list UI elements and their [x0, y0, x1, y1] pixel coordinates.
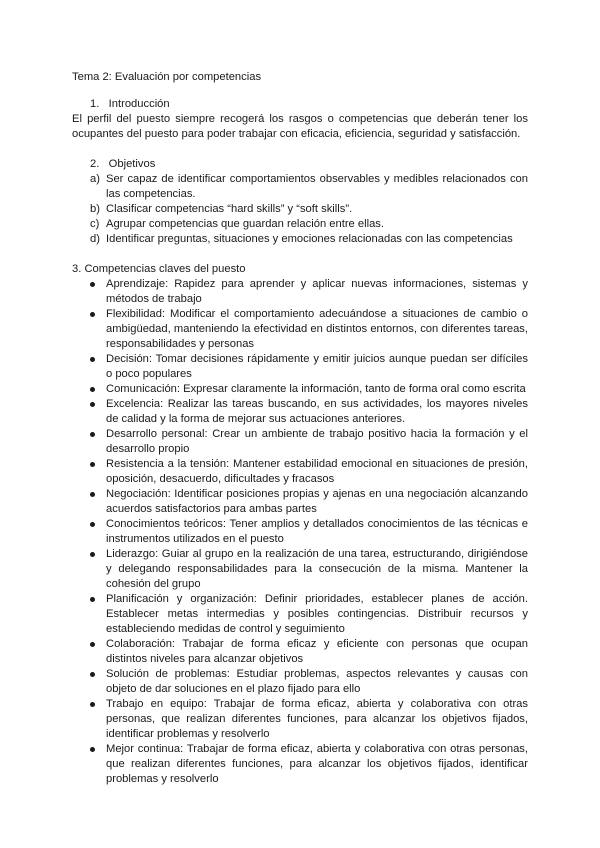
competency-item	[72, 592, 528, 637]
bullet-icon	[90, 642, 95, 647]
section-number: 1.	[90, 98, 100, 110]
objective-item	[72, 172, 528, 202]
objective-text: Ser capaz de identificar comportamientos observables y medibles relacionados con las competencias.	[106, 173, 528, 200]
competency-text: Flexibilidad: Modificar el comportamiento adecuándose a situaciones de cambio o ambigüedad, manteniendo la efectividad en distintos entornos, con diferentes tareas, responsabilidades y personas	[106, 308, 528, 350]
competency-item	[72, 667, 528, 697]
section-heading-introduccion	[72, 97, 528, 112]
section-heading-competencias: 3. Competencias claves del puesto	[72, 263, 246, 275]
section-title: Objetivos	[108, 158, 156, 170]
section-number: 2.	[90, 158, 100, 170]
objective-item	[72, 202, 528, 217]
competency-text: Colaboración: Trabajar de forma eficaz y eficiente con personas que ocupan distintos niveles para alcanzar objetivos	[106, 638, 528, 665]
intro-paragraph: El perfil del puesto siempre recogerá los rasgos o competencias que deberán tener los ocupantes del puesto para poder trabajar con eficacia, eficiencia, seguridad y satisfacción.	[72, 113, 528, 140]
competency-item	[72, 742, 528, 787]
objectives-list	[72, 172, 528, 247]
bullet-icon	[90, 492, 95, 497]
document-title: Tema 2: Evaluación por competencias	[72, 71, 262, 83]
section-title: Introducción	[108, 98, 170, 110]
competency-text: Aprendizaje: Rapidez para aprender y aplicar nuevas informaciones, sistemas y métodos de trabajo	[106, 278, 528, 305]
bullet-icon	[90, 282, 95, 287]
objective-marker: c)	[90, 218, 100, 230]
competency-text: Resistencia a la tensión: Mantener estabilidad emocional en situaciones de presión, oposición, desacuerdo, dificultades y fracasos	[106, 458, 528, 485]
objective-marker: b)	[90, 203, 100, 215]
objective-text: Clasificar competencias “hard skills” y “soft skills”.	[106, 203, 353, 215]
objective-item	[72, 232, 528, 247]
competencies-list	[72, 277, 528, 787]
competency-text: Excelencia: Realizar las tareas buscando, en sus actividades, los mayores niveles de calidad y la forma de mejorar sus actuaciones anteriores.	[106, 398, 528, 425]
objective-marker: d)	[90, 233, 100, 245]
competency-item	[72, 307, 528, 352]
competency-item	[72, 517, 528, 547]
competency-text: Negociación: Identificar posiciones propias y ajenas en una negociación alcanzando acuerdos satisfactorios para ambas partes	[106, 488, 528, 515]
objective-marker: a)	[90, 173, 100, 185]
bullet-icon	[90, 672, 95, 677]
bullet-icon	[90, 312, 95, 317]
competency-item	[72, 487, 528, 517]
competency-item	[72, 277, 528, 307]
bullet-icon	[90, 402, 95, 407]
competency-item	[72, 547, 528, 592]
bullet-icon	[90, 462, 95, 467]
bullet-icon	[90, 522, 95, 527]
competency-item	[72, 457, 528, 487]
competency-text: Liderazgo: Guiar al grupo en la realización de una tarea, estructurando, dirigiéndose y delegando responsabilidades para la consecución de la misma. Mantener la cohesión del grupo	[106, 548, 528, 590]
competency-text: Desarrollo personal: Crear un ambiente de trabajo positivo hacia la formación y el desarrollo propio	[106, 428, 528, 455]
bullet-icon	[90, 552, 95, 557]
bullet-icon	[90, 432, 95, 437]
competency-item	[72, 382, 528, 397]
competency-text: Trabajo en equipo: Trabajar de forma eficaz, abierta y colaborativa con otras personas, que realizan diferentes funciones, para alcanzar los objetivos fijados, identificar problemas y resolverlo	[106, 698, 528, 740]
objective-text: Agrupar competencias que guardan relación entre ellas.	[106, 218, 384, 230]
competency-item	[72, 397, 528, 427]
competency-item	[72, 427, 528, 457]
objective-text: Identificar preguntas, situaciones y emociones relacionadas con las competencias	[106, 233, 513, 245]
competency-text: Solución de problemas: Estudiar problemas, aspectos relevantes y causas con objeto de dar soluciones en el plazo fijado para ello	[106, 668, 528, 695]
bullet-icon	[90, 357, 95, 362]
section-heading-objetivos	[72, 157, 528, 172]
competency-text: Conocimientos teóricos: Tener amplios y detallados conocimientos de las técnicas e instrumentos utilizados en el puesto	[106, 518, 528, 545]
bullet-icon	[90, 747, 95, 752]
competency-item	[72, 637, 528, 667]
competency-item	[72, 697, 528, 742]
bullet-icon	[90, 597, 95, 602]
competency-text: Planificación y organización: Definir prioridades, establecer planes de acción. Establecer metas intermedias y posibles contingencias. Distribuir recursos y estableciendo medidas de control y seguimiento	[106, 593, 528, 635]
competency-text: Mejor continua: Trabajar de forma eficaz, abierta y colaborativa con otras personas, que realizan diferentes funciones, para alcanzar los objetivos fijados, identificar problemas y resolverlo	[106, 743, 528, 785]
bullet-icon	[90, 387, 95, 392]
objective-item	[72, 217, 528, 232]
competency-item	[72, 352, 528, 382]
competency-text: Decisión: Tomar decisiones rápidamente y emitir juicios aunque puedan ser difíciles o poco populares	[106, 353, 528, 380]
competency-text: Comunicación: Expresar claramente la información, tanto de forma oral como escrita	[106, 383, 526, 395]
document-page	[72, 70, 528, 787]
bullet-icon	[90, 702, 95, 707]
